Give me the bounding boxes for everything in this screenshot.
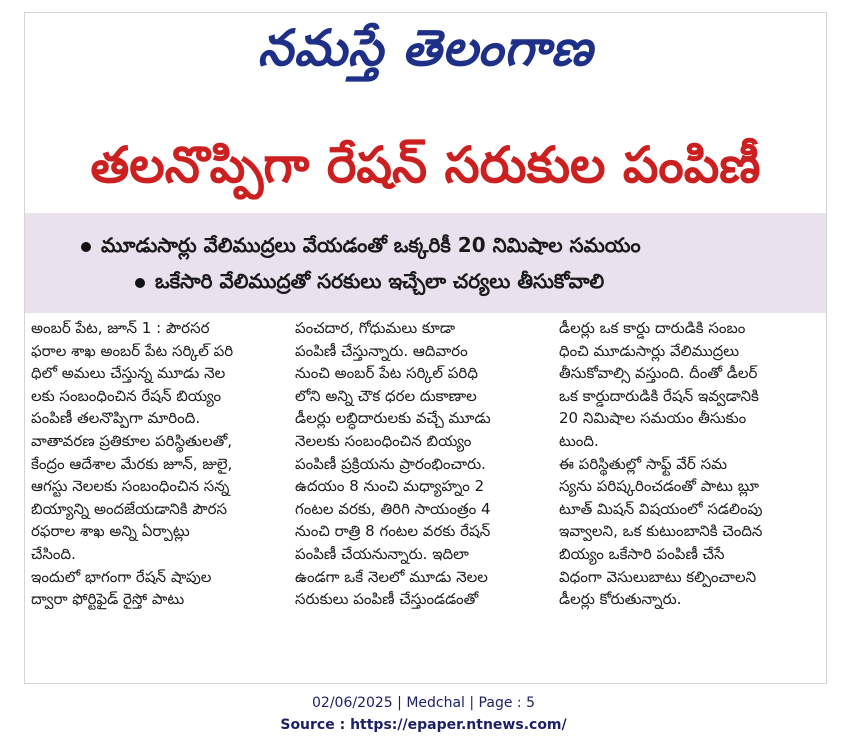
subhead-bullet-text: మూడుసార్లు వేలిముద్రలు వేయడంతో ఒక్కరికీ 20 నిమిషాల సమయం [101,233,641,257]
masthead-logo: నమస్తే తెలంగాణ [257,19,594,77]
column-text: డీలర్లు ఒక కార్డు దారుడికి సంబం ధించి మూడుసార్లు వేలిముద్రలు తీసుకోవాల్సి వస్తుంది. దీంతో డీలర్ ఒక కార్డుదారుడికి రేషన్ ఇవ్వడానికి 20 నిమిషాల సమయం తీసుకుం టుంది. ఈ పరిస్థితుల్లో సాఫ్ట్ వేర్ సమ స్యను పరిష్కరించడంతో పాటు బ్లూ టూత్ మిషన్ విషయంలో సడలింపు ఇవ్వాలని, ఒక కుటుంబానికి చెందిన బియ్యం ఒకేసారి పంపిణీ చేసే విధంగా వెసులుబాటు కల్పించాలని డీలర్లు కోరుతున్నారు. [559,319,763,609]
column-text: పంచదార, గోధుమలు కూడా పంపిణీ చేస్తున్నారు. ఆదివారం నుంచి అంబర్ పేట సర్కిల్ పరిధి లోని అన్ని చౌక ధరల దుకాణాల డీలర్లు లబ్ధిదారులకు వచ్చే మూడు నెలలకు సంబంధించిన బియ్యం పంపిణీ ప్రక్రియను ప్రారంభించారు. ఉదయం 8 నుంచి మధ్యాహ్నం 2 గంటల వరకు, తిరిగి సాయంత్రం 4 నుంచి రాత్రి 8 గంటల వరకు రేషన్ పంపిణీ చేయనున్నారు. ఇదిలా ఉండగా ఒకే నెలలో మూడు నెలల సరుకులు పంపిణీ చేస్తుండడంతో [295,319,491,609]
subhead-bullet-text: ఒకేసారి వేలిముద్రతో సరకులు ఇచ్చేలా చర్యలు తీసుకోవాలి [155,269,605,293]
article-column-1 [31,317,273,677]
headline: తలనొప్పిగా రేషన్ సరుకుల పంపిణీ [90,136,761,194]
footer [0,692,847,736]
newspaper-clipping [24,12,827,684]
bullet-icon [81,242,91,252]
source-link[interactable]: Source : https://epaper.ntnews.com/ [280,717,567,733]
subhead-box [25,213,826,313]
subhead-bullet [25,227,826,263]
article-column-3 [559,317,801,677]
article-column-2 [295,317,537,677]
subhead-bullet [25,263,826,299]
bullet-icon [135,278,145,288]
column-text: అంబర్ పేట, జూన్ 1 : పౌరసర ఫరాల శాఖ అంబర్ పేట సర్కిల్ పరి ధిలో అమలు చేస్తున్న మూడు నెల లకు సంబంధించిన రేషన్ బియ్యం పంపిణీ తలనొప్పిగా మారింది. వాతావరణ ప్రతికూల పరిస్థితులతో, కేంద్రం ఆదేశాల మేరకు జూన్, జులై, ఆగస్టు నెలలకు సంబంధించిన సన్న బియ్యాన్ని అందజేయడానికి పౌరస రఫరాల శాఖ అన్ని ఏర్పాట్లు చేసింది. ఇందులో భాగంగా రేషన్ షాపుల ద్వారా ఫోర్టిఫైడ్ రైస్తో పాటు [31,319,234,609]
edition-info: 02/06/2025 | Medchal | Page : 5 [312,695,535,711]
